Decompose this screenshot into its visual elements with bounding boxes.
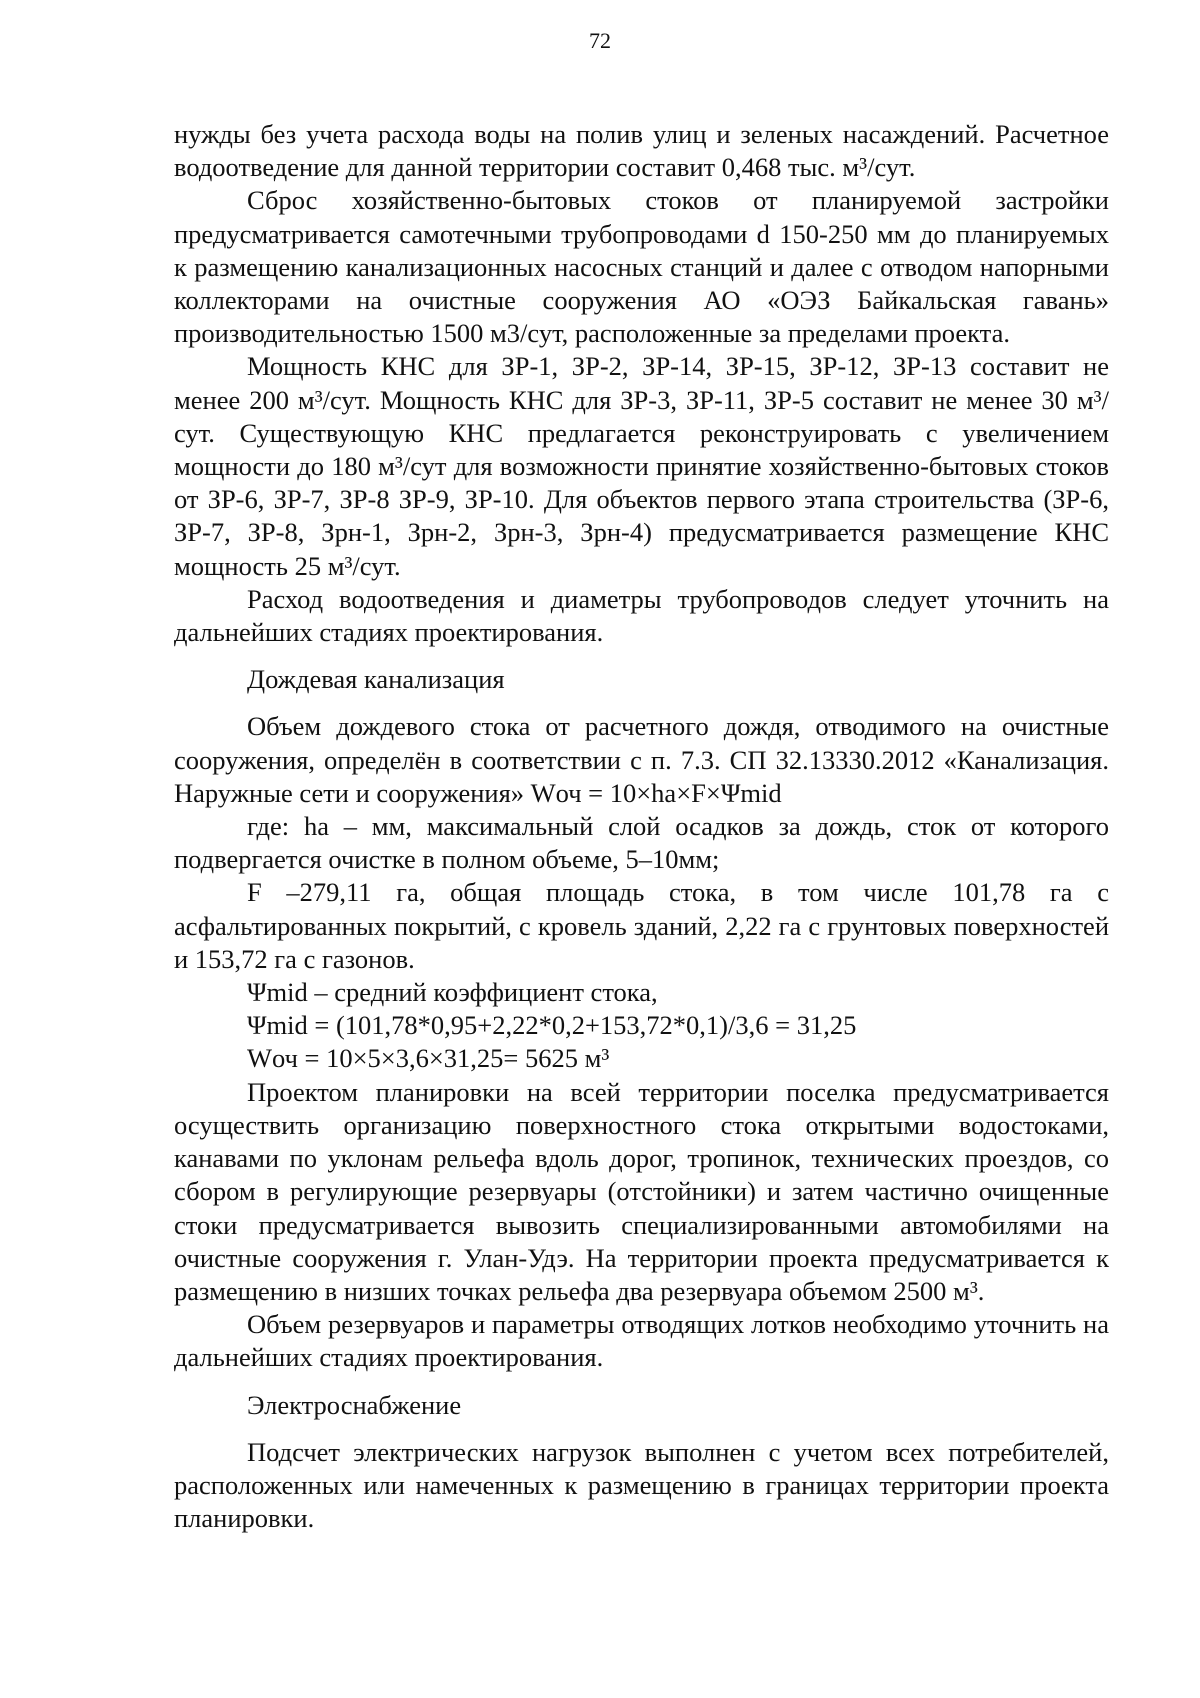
- paragraph-where-ha: где: hа – мм, максимальный слой осадков за дождь, сток от которого подвергается очистке в полном объеме, 5–10мм;: [174, 811, 1109, 875]
- paragraph-pumping-station-capacity: Мощность КНС для ЗР-1, ЗР-2, ЗР-14, ЗР-15, ЗР-12, ЗР-13 составит не менее 200 м³/сут. Мощность КНС для ЗР-3, ЗР-11, ЗР-5 составит не менее 30 м³/сут. Существующую КНС предлагается реконструировать с увеличением мощности до 180 м³/сут для возможности принятие хозяйственно-бытовых стоков от ЗР-6, ЗР-7, ЗР-8 ЗР-9, ЗР-10. Для объектов первого этапа строительства (ЗР-6, ЗР-7, ЗР-8, Зрн-1, Зрн-2, Зрн-3, Зрн-4) предусматривается размещение КНС мощность 25 м³/сут.: [174, 351, 1109, 581]
- page-number: 72: [589, 28, 611, 53]
- paragraph-surface-runoff: Проектом планировки на всей территории поселка предусматривается осуществить организацию поверхностного стока открытыми водостоками, канавами по уклонам рельефа вдоль дорог, тропинок, технических проездов, со сбором в регулирующие резервуары (отстойники) и затем частично очищенные стоки предусматривается вывозить специализированными автомобилями на очистные сооружения г. Улан-Удэ. На территории проекта предусматривается к размещению в низших точках рельефа два резервуара объемом 2500 м³.: [174, 1076, 1109, 1306]
- paragraph-specification-note: Расход водоотведения и диаметры трубопроводов следует уточнить на дальнейших стадиях проектирования.: [174, 583, 1109, 648]
- paragraph-psi-formula: Ψmid = (101,78*0,95+2,22*0,2+153,72*0,1)/3,6 = 31,25: [247, 1010, 857, 1041]
- paragraph-psi-definition: Ψmid – средний коэффициент стока,: [247, 977, 658, 1008]
- paragraph-electrical-loads: Подсчет электрических нагрузок выполнен с учетом всех потребителей, расположенных или намеченных к размещению в границах территории проекта планировки.: [174, 1436, 1109, 1534]
- paragraph-storm-runoff-volume: Объем дождевого стока от расчетного дождя, отводимого на очистные сооружения, определён в соответствии с п. 7.3. СП 32.13330.2012 «Канализация. Наружные сети и сооружения» Wоч = 10×hа×F×Ψmid: [174, 711, 1109, 808]
- paragraph-area-f: F –279,11 га, общая площадь стока, в том числе 101,78 га с асфальтированных покрытий, с кровель зданий, 2,22 га с грунтовых поверхностей и 153,72 га с газонов.: [174, 877, 1109, 974]
- section-heading-power-supply: Электроснабжение: [247, 1389, 462, 1420]
- section-heading-storm-sewer: Дождевая канализация: [247, 664, 505, 695]
- paragraph-sewage-discharge: Сброс хозяйственно-бытовых стоков от планируемой застройки предусматривается самотечными трубопроводами d 150-250 мм до планируемых к размещению канализационных насосных станций и далее с отводом напорными коллекторами на очистные сооружения АО «ОЭЗ Байкальская гавань» производительностью 1500 м3/сут, расположенные за пределами проекта.: [174, 185, 1109, 349]
- document-body: [174, 118, 1109, 1535]
- paragraph-reservoir-note: Объем резервуаров и параметры отводящих лотков необходимо уточнить на дальнейших стадиях проектирования.: [174, 1309, 1109, 1373]
- paragraph-w-formula: Wоч = 10×5×3,6×31,25= 5625 м³: [247, 1043, 610, 1074]
- paragraph-water-disposal: нужды без учета расхода воды на полив улиц и зеленых насаждений. Расчетное водоотведение для данной территории составит 0,468 тыс. м³/сут.: [174, 119, 1109, 183]
